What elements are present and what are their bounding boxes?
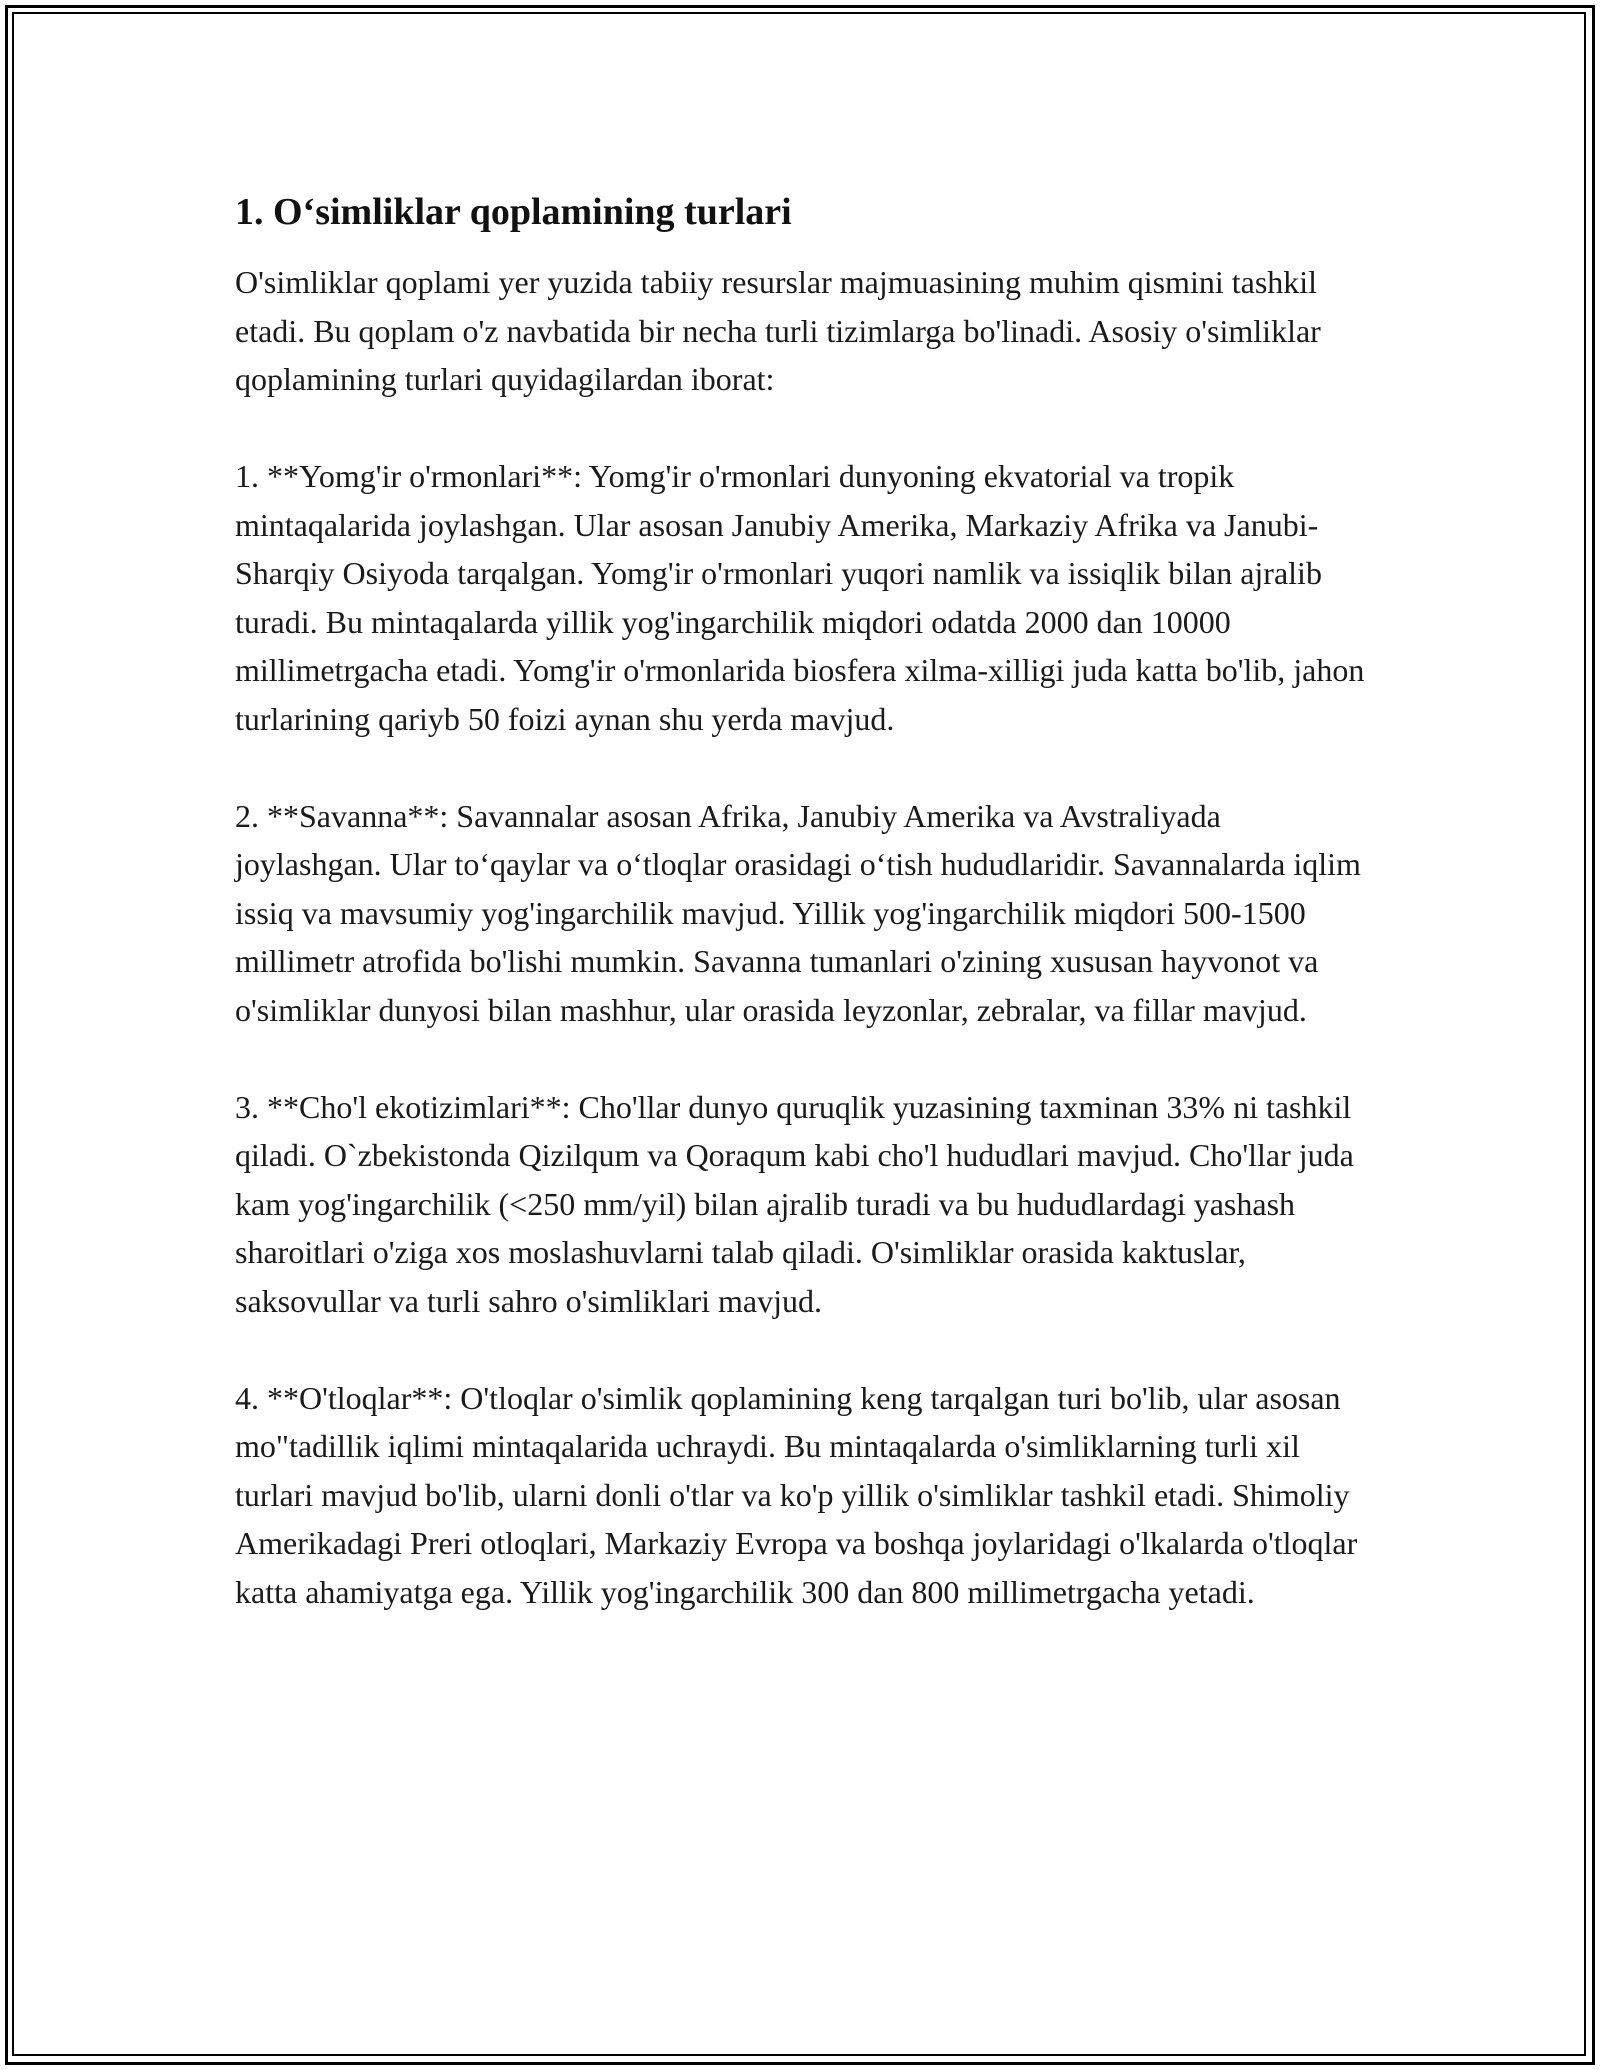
- savanna-paragraph: 2. **Savanna**: Savannalar asosan Afrika, Janubiy Amerika va Avstraliyada joylashgan. Ular to‘qaylar va o‘tloqlar orasidagi o‘tish hududlaridir. Savannalarda iqlim issiq va mavsumiy yog'ingarchilik mavjud. Yillik yog'ingarchilik miqdori 500-1500 millimetr atrofida bo'lishi mumkin. Savanna tumanlari o'zining xususan hayvonot va o'simliklar dunyosi bilan mashhur, ular orasida leyzonlar, zebralar, va fillar mavjud.: [235, 797, 1361, 1028]
- grassland-paragraph: 4. **O'tloqlar**: O'tloqlar o'simlik qoplamining keng tarqalgan turi bo'lib, ular asosan mo"tadillik iqlimi mintaqalarida uchraydi. Bu mintaqalarda o'simliklarning turli xil turlari mavjud bo'lib, ularni donli o'tlar va ko'p yillik o'simliklar tashkil etadi. Shimoliy Amerikadagi Preri otloqlari, Markaziy Evropa va boshqa joylaridagi o'lkalarda o'tloqlar katta ahamiyatga ega. Yillik yog'ingarchilik 300 dan 800 millimetrgacha yetadi.: [235, 1379, 1358, 1610]
- intro-paragraph: O'simliklar qoplami yer yuzida tabiiy resurslar majmuasining muhim qismini tashkil etadi. Bu qoplam o'z navbatida bir necha turli tizimlarga bo'linadi. Asosiy o'simliklar qoplamining turlari quyidagilardan iborat:: [235, 264, 1321, 397]
- page-title: 1. O‘simliklar qoplamining turlari: [235, 191, 792, 233]
- document-body: [235, 188, 1365, 1616]
- desert-paragraph: 3. **Cho'l ekotizimlari**: Cho'llar dunyo quruqlik yuzasining taxminan 33% ni tashkil qiladi. O`zbekistonda Qizilqum va Qoraqum kabi cho'l hududlari mavjud. Cho'llar juda kam yog'ingarchilik (<250 mm/yil) bilan ajralib turadi va bu hududlardagi yashash sharoitlari o'ziga xos moslashuvlarni talab qiladi. O'simliklar orasida kaktuslar, saksovullar va turli sahro o'simliklari mavjud.: [235, 1088, 1354, 1319]
- rainforest-paragraph: 1. **Yomg'ir o'rmonlari**: Yomg'ir o'rmonlari dunyoning ekvatorial va tropik mintaqalarida joylashgan. Ular asosan Janubiy Amerika, Markaziy Afrika va Janubi-Sharqiy Osiyoda tarqalgan. Yomg'ir o'rmonlari yuqori namlik va issiqlik bilan ajralib turadi. Bu mintaqalarda yillik yog'ingarchilik miqdori odatda 2000 dan 10000 millimetrgacha etadi. Yomg'ir o'rmonlarida biosfera xilma-xilligi juda katta bo'lib, jahon turlarining qariyb 50 foizi aynan shu yerda mavjud.: [235, 458, 1365, 737]
